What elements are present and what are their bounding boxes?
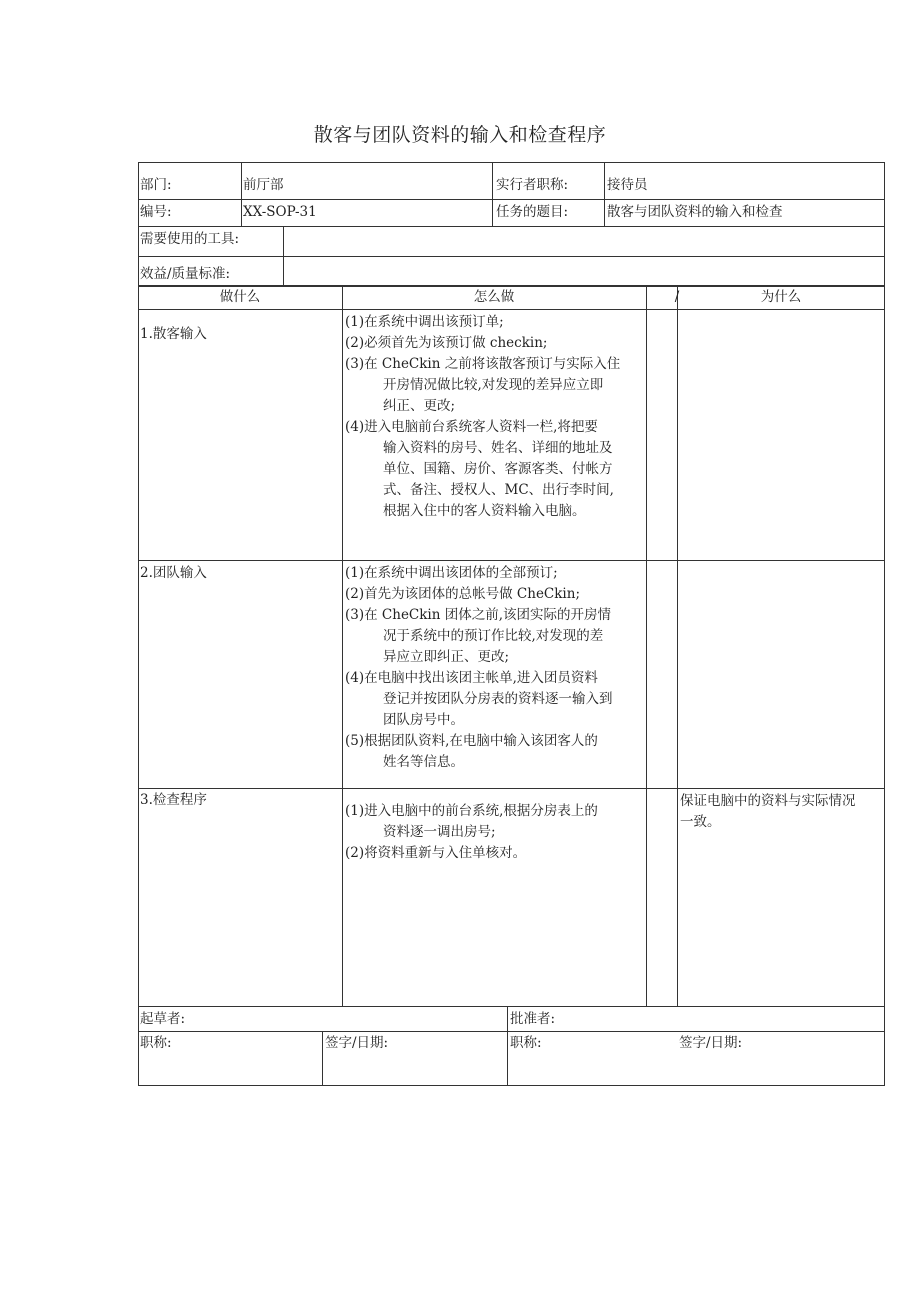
col-header-how: 怎么做 [473,289,515,305]
step-line: 况于系统中的预订作比较,对发现的差 [383,628,604,644]
why-line: 一致。 [680,814,721,830]
section-why [680,791,883,833]
step-line: 根据入住中的客人资料输入电脑。 [383,503,586,519]
tools-label: 需要使用的工具: [140,231,240,247]
quality-label: 效益/质量标准: [140,266,231,282]
drafter-sign-label: 签字/日期: [325,1035,389,1051]
drafter-label: 起草者: [140,1011,186,1027]
page-title: 散客与团队资料的输入和检查程序 [313,124,607,146]
drafter-title-label: 职称: [140,1035,172,1051]
approver-title-label: 职称: [510,1035,542,1051]
step-line: (5)根据团队资料,在电脑中输入该团客人的 [345,733,598,749]
approver-label: 批准者: [510,1011,556,1027]
step-line: 式、备注、授权人、MC、出行李时间, [383,482,614,498]
step-line: (2)必须首先为该预订做 checkin; [345,335,548,351]
task-label: 任务的题目: [496,204,569,220]
section-steps [345,563,645,773]
step-line: (1)在系统中调出该预订单; [345,314,504,330]
step-line: (4)在电脑中找出该团主帐单,进入团员资料 [345,670,598,686]
col-header-why: 为什么 [760,289,802,305]
dept-label: 部门: [140,177,172,193]
approver-sign-label: 签字/日期: [679,1035,743,1051]
step-line: (3)在 CheCkin 团体之前,该团实际的开房情 [345,607,612,623]
step-line: (2)首先为该团体的总帐号做 CheCkin; [345,586,580,602]
step-line: 开房情况做比较,对发现的差异应立即 [383,377,604,393]
col-header-mark: / [674,289,680,305]
why-line: 保证电脑中的资料与实际情况 [680,793,856,809]
section-name: 3.检查程序 [140,792,207,808]
step-line: (4)进入电脑前台系统客人资料一栏,将把要 [345,419,598,435]
step-line: (1)进入电脑中的前台系统,根据分房表上的 [345,803,598,819]
section-name: 2.团队输入 [140,565,207,581]
step-line: 纠正、更改; [383,398,456,414]
section-steps [345,801,645,864]
step-line: 资料逐一调出房号; [383,824,496,840]
step-line: 团队房号中。 [383,712,464,728]
step-line: 单位、国籍、房价、客源客类、付帐方 [383,461,613,477]
task-value: 散客与团队资料的输入和检查 [607,204,783,220]
dept-value: 前厅部 [243,177,284,193]
code-value: XX-SOP-31 [243,204,317,220]
role-label: 实行者职称: [496,177,569,193]
step-line: (2)将资料重新与入住单核对。 [345,845,527,861]
step-line: 登记并按团队分房表的资料逐一输入到 [383,691,613,707]
section-name: 1.散客输入 [140,326,207,342]
role-value: 接待员 [607,177,648,193]
section-steps [345,312,645,522]
step-line: 输入资料的房号、姓名、详细的地址及 [383,440,613,456]
col-header-what: 做什么 [219,289,261,305]
step-line: (1)在系统中调出该团体的全部预订; [345,565,558,581]
step-line: 姓名等信息。 [383,754,464,770]
step-line: (3)在 CheCkin 之前将该散客预订与实际入住 [345,356,621,372]
step-line: 异应立即纠正、更改; [383,649,510,665]
code-label: 编号: [140,204,172,220]
